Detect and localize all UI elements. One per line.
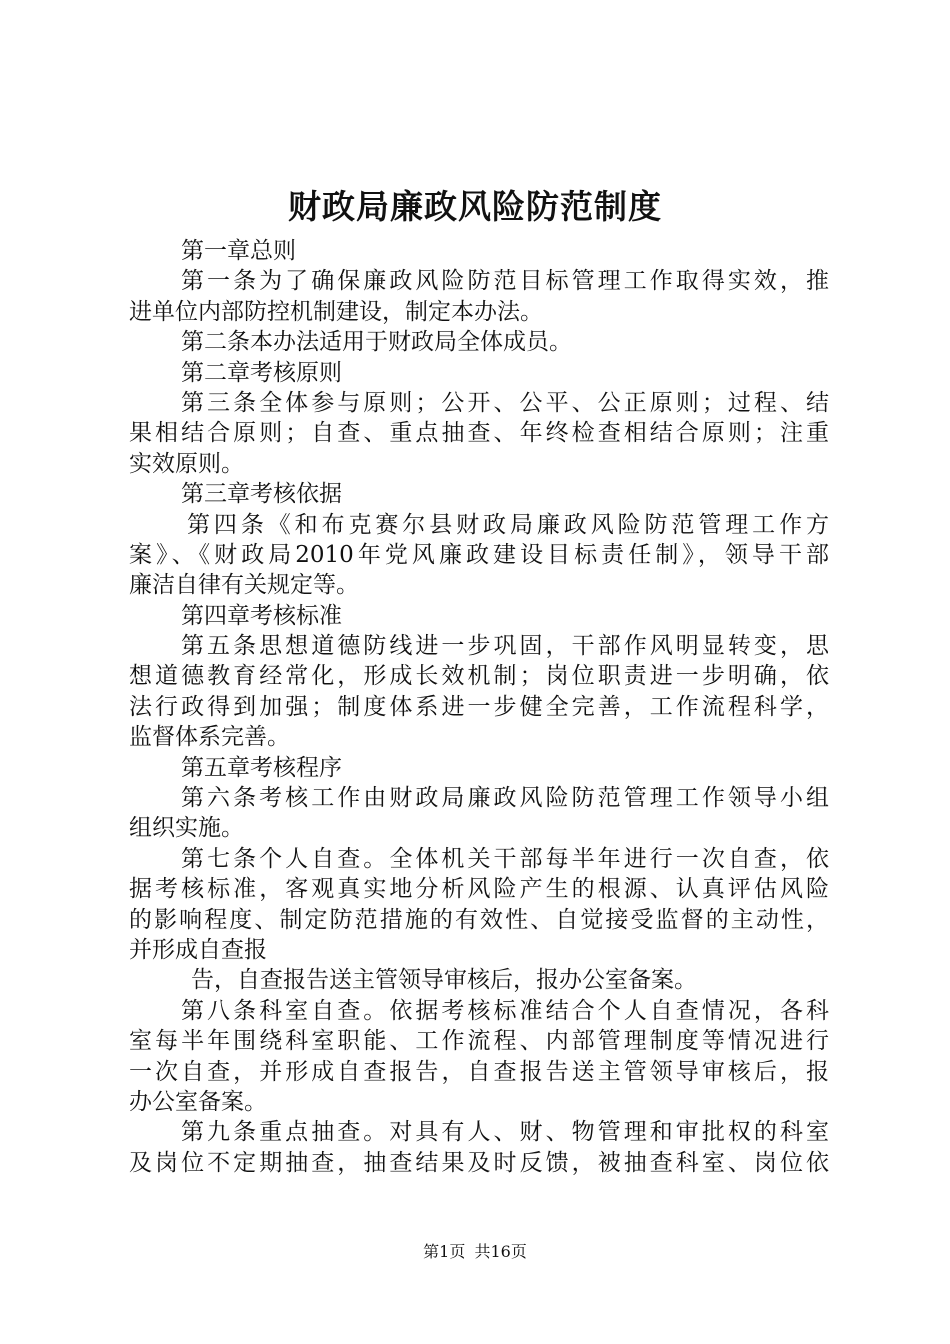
paragraph-line: 第七条个人自查。全体机关干部每半年进行一次自查，依 <box>181 845 829 872</box>
paragraph-line: 的影响程度、制定防范措施的有效性、自觉接受监督的主动性， <box>129 906 829 933</box>
paragraph-line: 廉洁自律有关规定等。 <box>129 572 359 599</box>
paragraph-line: 组织实施。 <box>129 815 244 842</box>
paragraph-line: 第二条本办法适用于财政局全体成员。 <box>181 329 572 356</box>
paragraph-line: 案》、《财政局2010年党风廉政建设目标责任制》，领导干部 <box>129 541 829 568</box>
paragraph-line: 第四条《和布克赛尔县财政局廉政风险防范管理工作方 <box>187 511 829 538</box>
page-number: 第1页 <box>423 1242 466 1261</box>
paragraph-line: 果相结合原则；自查、重点抽查、年终检查相结合原则；注重 <box>129 420 829 447</box>
page-footer <box>0 1241 950 1263</box>
paragraph-line: 法行政得到加强；制度体系进一步健全完善，工作流程科学， <box>129 693 829 720</box>
chapter-heading: 第一章总则 <box>181 238 296 264</box>
paragraph-line: 监督体系完善。 <box>129 724 290 751</box>
chapter-heading: 第二章考核原则 <box>181 359 342 386</box>
paragraph-line: 室每半年围绕科室职能、工作流程、内部管理制度等情况进行 <box>129 1028 829 1055</box>
paragraph-line: 并形成自查报 <box>129 936 267 963</box>
page-total: 共16页 <box>474 1242 527 1261</box>
paragraph-line: 第八条科室自查。依据考核标准结合个人自查情况，各科 <box>181 997 829 1024</box>
paragraph-line: 及岗位不定期抽查，抽查结果及时反馈，被抽查科室、岗位依 <box>129 1149 829 1176</box>
paragraph-line: 第六条考核工作由财政局廉政风险防范管理工作领导小组 <box>181 785 829 812</box>
paragraph-line: 实效原则。 <box>129 450 244 477</box>
paragraph-line: 第三条全体参与原则；公开、公平、公正原则；过程、结 <box>181 389 829 416</box>
document-body <box>129 236 829 1178</box>
paragraph-line: 告，自查报告送主管领导审核后，报办公室备案。 <box>191 967 697 994</box>
chapter-heading: 第五章考核程序 <box>181 754 342 781</box>
paragraph-line: 办公室备案。 <box>129 1088 267 1115</box>
paragraph-line: 一次自查，并形成自查报告，自查报告送主管领导审核后，报 <box>129 1058 829 1085</box>
chapter-heading: 第三章考核依据 <box>181 481 342 508</box>
paragraph-line: 进单位内部防控机制建设，制定本办法。 <box>129 298 543 325</box>
document-title: 财政局廉政风险防范制度 <box>288 187 662 226</box>
paragraph-line: 第一条为了确保廉政风险防范目标管理工作取得实效，推 <box>181 268 829 295</box>
paragraph-line: 第九条重点抽查。对具有人、财、物管理和审批权的科室 <box>181 1119 829 1146</box>
chapter-heading: 第四章考核标准 <box>181 602 342 629</box>
paragraph-line: 据考核标准，客观真实地分析风险产生的根源、认真评估风险 <box>129 876 829 903</box>
paragraph-line: 第五条思想道德防线进一步巩固，干部作风明显转变，思 <box>181 633 829 660</box>
paragraph-line: 想道德教育经常化，形成长效机制；岗位职责进一步明确，依 <box>129 663 829 690</box>
